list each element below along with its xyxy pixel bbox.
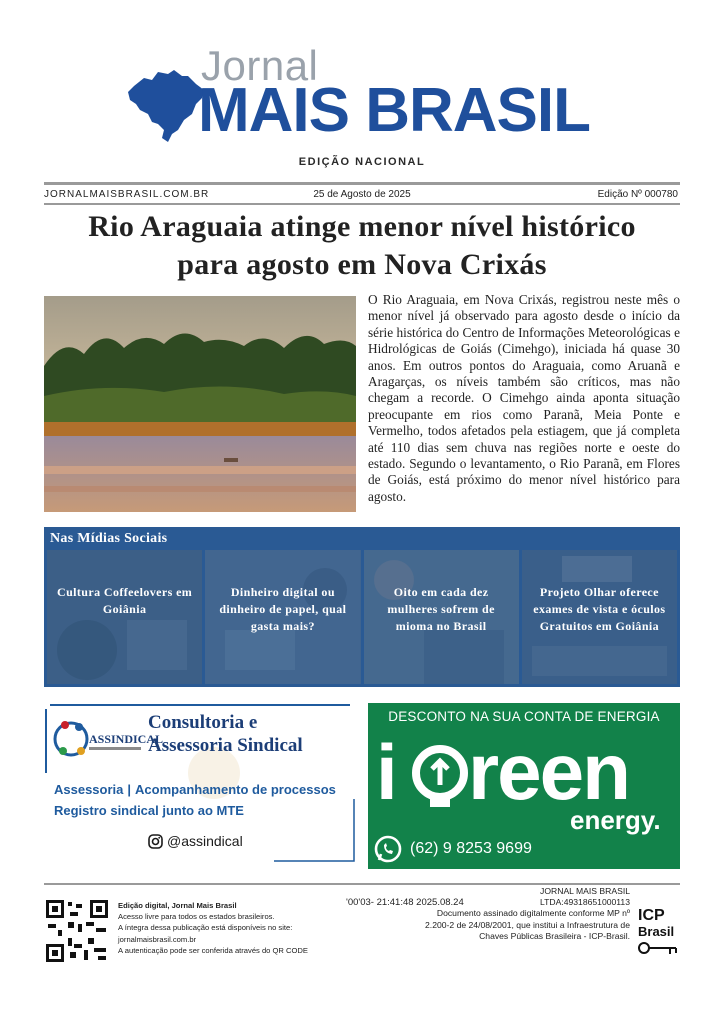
footer-line-4: A autenticação pode ser conferida através do QR CODE	[118, 945, 308, 955]
footer-title: Edição digital, Jornal Mais Brasil	[118, 901, 237, 910]
edition-number: Edição Nº 000780	[597, 189, 678, 200]
headline-line-1: Rio Araguaia atinge menor nível histórico	[88, 210, 636, 243]
info-bar-rule-top	[44, 182, 680, 185]
signature-line-1: Documento assinado digitalmente conforme MP nº	[436, 908, 630, 919]
issue-date: 25 de Agosto de 2025	[313, 189, 411, 200]
lightbulb-icon	[416, 749, 464, 807]
masthead	[0, 38, 724, 178]
social-cards	[47, 550, 677, 684]
footer-site-link[interactable]: jornalmaisbrasil.com.br	[118, 934, 197, 944]
qr-code[interactable]	[44, 898, 110, 964]
river-photo	[44, 296, 356, 512]
igreen-logo-energy: energy.	[570, 805, 661, 835]
social-card-money[interactable]	[205, 550, 360, 684]
igreen-logo	[374, 725, 674, 833]
edition-label: EDIÇÃO NACIONAL	[298, 156, 426, 168]
ad-igreen[interactable]	[368, 703, 680, 869]
ad-igreen-headline: DESCONTO NA SUA CONTA DE ENERGIA	[388, 709, 660, 724]
social-media-panel	[44, 527, 680, 687]
signature-timestamp: '00'03- 21:41:48 2025.08.24	[346, 897, 464, 908]
footer-line-2: A íntegra dessa publicação está disponíveis no site:	[118, 923, 293, 933]
service-separator: |	[127, 782, 132, 797]
signer-id: LTDA:49318651000113	[540, 897, 630, 908]
icp-brasil-text: Brasil	[638, 924, 675, 939]
ad-sindical-services	[54, 779, 336, 821]
whatsapp-icon	[374, 835, 402, 863]
instagram-handle[interactable]	[148, 833, 243, 849]
digital-signature-info	[380, 886, 630, 942]
site-url[interactable]: JORNALMAISBRASIL.COM.BR	[44, 189, 210, 200]
service-acompanhamento: Acompanhamento de processos	[135, 782, 336, 797]
social-card-olhar[interactable]	[522, 550, 677, 684]
icp-brasil-logo	[636, 904, 682, 960]
article-body: O Rio Araguaia, em Nova Crixás, registrou neste mês o menor nível já observado para agosto desde o início da série histórica do Centro de Informações Meteorológicas e Hidrológicas de Goiás (Cimehgo), iniciada há quase 30 anos. Em outros pontos do Araguaia, como Aruanã e Aragarças, os níveis também são críticos, mas não chegam a recorde. O Cimehgo ainda aponta situação preocupante em rios como Paranã, Meia Ponte e Vermelho, todos afetados pela estiagem, que já completa até 110 dias sem chuva nas regiões norte e oeste do estado. Segundo o levantamento, o Rio Paranã, em Flores de Goiás, está próximo do menor nível histórico para agosto.	[368, 292, 680, 504]
social-card-caption: Projeto Olhar oferece exames de vista e óculos Gratuitos em Goiânia	[533, 585, 666, 633]
footer-line-1: Acesso livre para todos os estados brasileiros.	[118, 912, 275, 922]
service-assessoria: Assessoria	[54, 782, 124, 797]
footer-info	[118, 900, 308, 956]
ad-assindical[interactable]	[44, 703, 356, 863]
info-bar-rule-bottom	[44, 203, 680, 205]
social-card-caption: Dinheiro digital ou dinheiro de papel, qual gasta mais?	[219, 585, 347, 633]
footer-rule	[44, 883, 680, 885]
social-card-coffee[interactable]	[47, 550, 202, 684]
ad-sindical-title-line1: Consultoria e	[148, 712, 258, 733]
service-registro: Registro sindical junto ao MTE	[54, 803, 244, 818]
masthead-brand: MAIS BRASIL	[198, 76, 590, 145]
social-title: Nas Mídias Sociais	[50, 531, 168, 546]
signer-name: JORNAL MAIS BRASIL	[540, 886, 630, 896]
social-card-mioma[interactable]	[364, 550, 519, 684]
social-card-caption: Oito em cada dez mulheres sofrem de mioma no Brasil	[387, 585, 495, 633]
igreen-logo-i: i	[376, 728, 398, 816]
headline-line-2: para agosto em Nova Crixás	[177, 248, 547, 281]
instagram-text: @assindical	[167, 833, 243, 849]
masthead-jornal: Jornal	[201, 42, 319, 89]
signature-line-3: Chaves Públicas Brasileira - ICP-Brasil.	[479, 930, 630, 941]
key-icon	[639, 943, 676, 954]
icp-logo-text: ICP	[638, 907, 665, 924]
igreen-phone[interactable]	[374, 835, 532, 863]
brazil-map-logo	[126, 64, 206, 146]
headline	[40, 208, 684, 284]
signature-line-2: 2.200-2 de 24/08/2001, que institui a Infraestrutura de	[425, 919, 630, 930]
assindical-logo	[53, 709, 164, 771]
assindical-logo-text: ASSINDICAL	[89, 732, 164, 746]
info-bar	[44, 186, 680, 203]
ad-sindical-title	[148, 711, 303, 757]
igreen-phone-number: (62) 9 8253 9699	[410, 840, 532, 857]
ad-sindical-title-line2: Assessoria Sindical	[148, 735, 303, 756]
igreen-logo-reen: reen	[468, 727, 629, 816]
instagram-icon	[148, 834, 163, 849]
social-card-caption: Cultura Coffeelovers em Goiânia	[57, 585, 193, 616]
